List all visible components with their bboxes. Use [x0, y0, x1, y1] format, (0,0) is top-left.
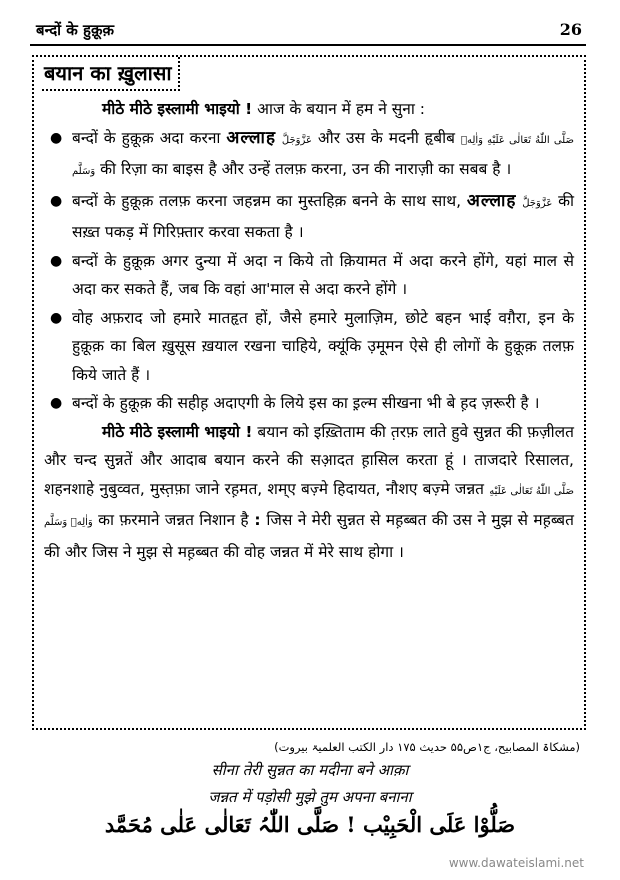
bullet-icon: ● [50, 252, 63, 269]
bullet-icon: ● [50, 309, 63, 326]
honorific-arabic: عَزَّوَجَلَّ [281, 134, 312, 146]
summary-content [44, 95, 574, 566]
running-title: बन्दों के हुक़ूक़ [36, 21, 115, 39]
hadith-citation: (مشکاۃ المصابیح، ج۱ص۵۵ حدیث ۱۷۵ دار الکتب العلمیۃ بیروت) [274, 740, 580, 754]
section-title: बयान का ख़ुलासा [42, 57, 180, 91]
list-item [44, 389, 574, 418]
list-text: की सख़्त पकड़ में गिरिफ़्तार करवा सकता है । [72, 191, 574, 241]
closing-text: बयान को इख़्तिताम की त़रफ़ लाते हुवे सुन्नत की फ़ज़ीलत और चन्द सुन्नतें और आदाब बयान करने की सआ़दत ह़ासिल करता हूं । ताजदारे रिसालत, शहनशाहे नुबुव्वत, मुस्त़फ़ा जाने रह़मत, शम्ए बज़्मे हिदायत, नौशए बज़्मे जन्नत [44, 422, 574, 498]
verse-line-2: जन्नत में पड़ोसी मुझे तुम अपना बनाना [208, 788, 412, 806]
list-text: बन्दों के हुक़ूक़ अगर दुन्या में अदा न किये तो क़ियामत में अदा करने होंगे, यहां माल से अदा कर सकते हैं, जब कि वहां आ'माल से अदा करने होंगे । [72, 251, 574, 298]
list-text: की रिज़ा का बाइस है और उन्हें तलफ़ करना, उन की नाराज़ी का सबब है । [100, 160, 512, 178]
bullet-icon: ● [50, 129, 63, 146]
website-url: www.dawateislami.net [448, 856, 584, 870]
summary-list [44, 124, 574, 418]
list-item [44, 304, 574, 390]
page-header [36, 18, 582, 44]
intro-bold: मीठे मीठे इस्लामी भाइयो ! [102, 100, 253, 118]
bullet-icon: ● [50, 192, 63, 209]
header-rule [30, 44, 586, 46]
summary-box [32, 55, 586, 730]
closing-bold: मीठे मीठे इस्लामी भाइयो ! [102, 422, 253, 441]
list-text: वोह अफ़राद जो हमारे मातहृत हों, जैसे हमारे मुलाज़िम, छोटे बहन भाई वग़ैरा, इन के हुक़ूक़ का बिल ख़ुसूस ख़याल रखना चाहिये, क्यूंकि उ़मूमन ऐसे ही लोगों के हुक़ूक़ तलफ़ किये जाते हैं । [72, 308, 574, 384]
list-item [44, 187, 574, 247]
verse-line-1: सीना तेरी सुन्नत का मदीना बने आक़ा [211, 761, 409, 779]
allah-calligraphy: अल्लाह [466, 190, 517, 211]
intro-text: आज के बयान में हम ने सुना : [252, 100, 426, 118]
closing-text: का फ़रमाने जन्नत निशान है [98, 511, 249, 529]
list-text: बन्दों के हुक़ूक़ अदा करना [72, 128, 221, 147]
list-text: बन्दों के हुक़ूक़ की सहीह़ अदाएगी के लिये इस का इ़ल्म सीखना भी बे ह़द ज़रूरी है । [72, 394, 540, 412]
closing-paragraph [44, 418, 574, 567]
list-text: और उस के मदनी हृबीब [317, 128, 456, 147]
allah-calligraphy: अल्लाह [226, 127, 276, 148]
page-number: 26 [559, 20, 582, 39]
intro-paragraph [44, 95, 574, 124]
salat-calligraphy: صَلُّوْا عَلَی الْحَبِیْب ! صَلَّی اللّٰہُ تَعَالٰی عَلٰی مُحَمَّد [104, 812, 516, 837]
list-item [44, 247, 574, 304]
honorific-arabic: صَلَّى اللّٰهُ تَعَالٰى عَلَيْهِ وَاٰلِهٖ وَسَلَّم [72, 134, 574, 177]
bullet-icon: ● [50, 395, 63, 411]
closing-text: जिस ने मेरी सुन्नत से मह़ब्बत की उस ने मुझ से मह़ब्बत की और जिस ने मुझ से मह़ब्बत की वोह जन्नत में मेरे साथ होगा । [44, 511, 574, 561]
closing-colon: : [248, 511, 267, 529]
list-text: बन्दों के हुक़ूक़ तलफ़ करना जहन्नम का मुस्तहिक़ बनने के साथ साथ, [72, 191, 462, 210]
honorific-arabic: صَلَّى اللّٰهُ تَعَالٰى عَلَيْهِ وَاٰلِهٖ وَسَلَّم [44, 485, 574, 528]
list-item [44, 124, 574, 187]
honorific-arabic: عَزَّوَجَلَّ [522, 197, 553, 209]
